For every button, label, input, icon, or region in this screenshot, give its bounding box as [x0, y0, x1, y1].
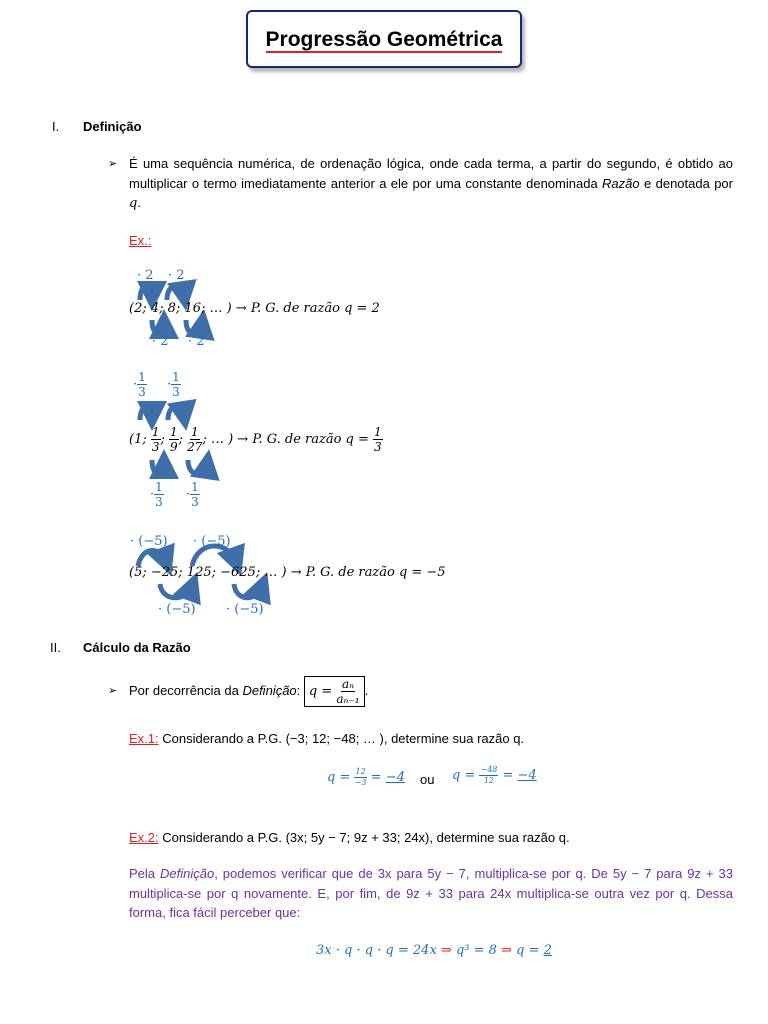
example-label: Ex.:	[129, 233, 152, 248]
arrow-b-top-1	[140, 407, 152, 420]
ex2-explanation: Pela Definição, podemos verificar que de 3x para 5y − 7, multiplica-se por q. De 5y − 7 para 9z + 33 multiplica-se por q novamente. E, por fim, de 9z + 33 para 24x multiplica-se outra vez por q. Dessa forma, fica fácil perceber que:	[129, 866, 733, 920]
arrow-a-bottom-1	[152, 320, 164, 334]
bullet-arrow-icon: ➢	[108, 685, 118, 697]
ex-b-bottom-label-2: · $\frac{1}{3}$	[186, 480, 199, 509]
razao-formula-box: q = $\frac{\text{aₙ}}{\text{aₙ₋₁}}$	[304, 676, 365, 707]
arrow-c-top-1	[138, 550, 166, 566]
ex-c-bottom-label-2: · (−5)	[226, 602, 264, 617]
ex-c-sequence: (5; −25; 125; −625; … ) → P. G. de razão q = −5	[129, 565, 446, 580]
section-2-number: II.	[50, 640, 61, 655]
section-2-title: Cálculo da Razão	[83, 640, 191, 655]
arrow-b-bottom-1	[152, 460, 164, 474]
ex-b-sequence: (1; $\frac{1}{3}$ ; $\frac{1}{9}$ ; $\frac{1}{27}$ ; … ) → P. G. de razão q = $\frac{1}{3}$	[129, 425, 382, 454]
ex-c-top-label-2: · (−5)	[193, 534, 231, 549]
bullet-arrow-icon: ➢	[108, 158, 118, 170]
page-title: Progressão Geométrica	[265, 28, 503, 51]
ex-c-top-label-1: · (−5)	[130, 534, 168, 549]
ex1-solution-b: q = $\frac{-48}{12}$ = −4	[452, 765, 537, 785]
arrow-b-top-2	[168, 407, 184, 420]
ex-c-bottom-label-1: · (−5)	[158, 602, 196, 617]
ex1-statement: Ex.1: Considerando a P.G. (−3; 12; −48; … ), determine sua razão q.	[129, 731, 525, 746]
arrow-a-top-1	[140, 286, 152, 300]
ex-b-top-label-1: · $\frac{1}{3}$	[133, 370, 146, 399]
section-1-title: Definição	[83, 119, 142, 134]
arrow-c-bottom-2	[234, 584, 262, 598]
ex2-statement: Ex.2: Considerando a P.G. (3x; 5y − 7; 9z + 33; 24x), determine sua razão q.	[129, 830, 570, 845]
ex-b-bottom-label-1: · $\frac{1}{3}$	[150, 480, 163, 509]
ex1-solution-a: q = $\frac{12}{-3}$ = −4	[327, 767, 406, 787]
definition-paragraph: É uma sequência numérica, de ordenação lógica, onde cada terma, a partir do segundo, é obtido ao multiplicar o termo imediatamente anterior a ele por uma constante denominada Razão e denotada por q.	[129, 156, 733, 211]
arrow-a-bottom-2	[186, 320, 202, 334]
arrow-a-top-2	[167, 286, 184, 300]
ex-a-top-label-2: · 2	[168, 268, 185, 283]
ex-a-top-label-1: · 2	[137, 268, 154, 283]
ex1-ou: ou	[420, 772, 435, 787]
section-1-number: I.	[52, 119, 60, 134]
ex2-final-equation: 3x · q · q · q = 24x ⇒ q³ = 8 ⇒ q = 2	[316, 943, 552, 958]
ex-a-bottom-label-1: · 2	[152, 334, 169, 349]
ex-a-bottom-label-2: · 2	[188, 334, 205, 349]
ex-a-sequence: (2; 4; 8; 16; … ) → P. G. de razão q = 2	[129, 301, 380, 316]
ex-b-top-label-2: · $\frac{1}{3}$	[167, 370, 180, 399]
razao-formula-line: Por decorrência da Definição: q = $\frac{\text{aₙ}}{\text{aₙ₋₁}}$ .	[129, 677, 369, 706]
arrow-b-bottom-2	[188, 460, 207, 474]
arrow-c-bottom-1	[160, 584, 192, 598]
